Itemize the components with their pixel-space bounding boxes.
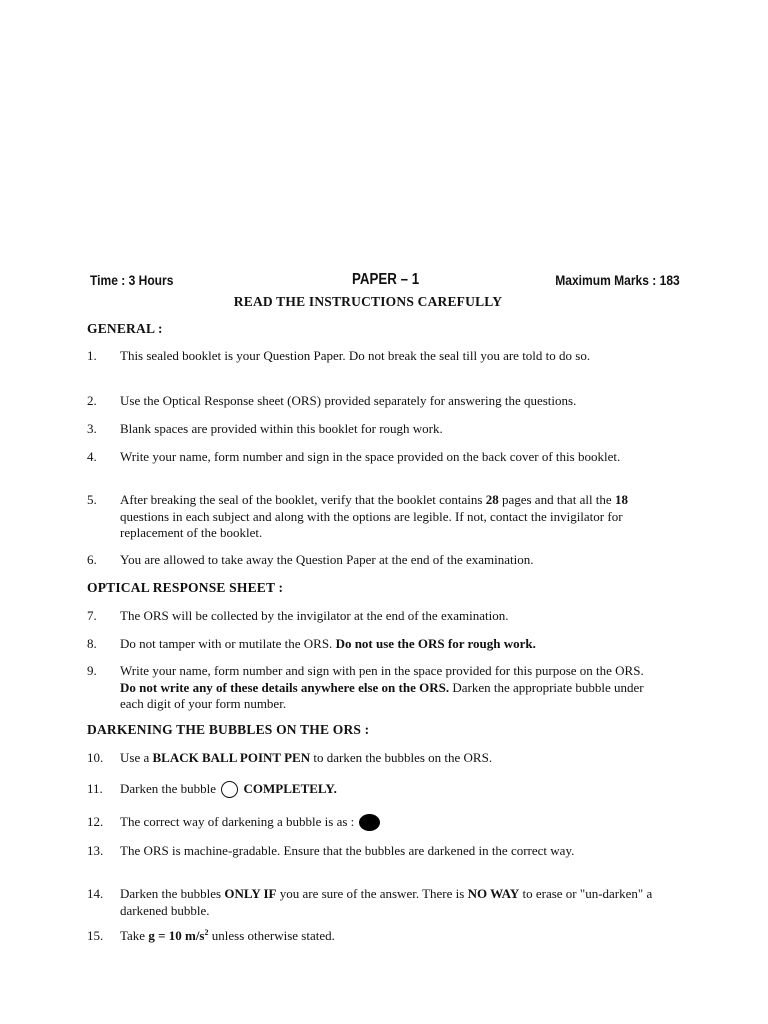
item-number: 3. [87,421,97,436]
instruction-item [87,750,657,767]
item-number: 8. [87,636,97,651]
item-text: Write your name, form number and sign in the space provided on the back cover of this booklet. [120,449,621,464]
instruction-item [87,492,657,542]
item-text: After breaking the seal of the booklet, verify that the booklet contains [120,492,486,507]
item-text: Darken the bubble [120,781,217,796]
item-text: Write your name, form number and sign with pen in the space provided for this purpose on the ORS. [120,663,644,678]
instruction-item [87,814,657,831]
question-count: 18 [614,492,628,507]
instruction-item [87,421,657,438]
section-ors-heading: OPTICAL RESPONSE SHEET : [87,580,284,595]
item-text: The correct way of darkening a bubble is as : [120,814,355,829]
item-number: 11. [87,781,103,796]
gravity-value [148,928,208,943]
item-text: pages and that all the [498,492,615,507]
section-general-heading: GENERAL : [87,321,163,336]
item-text: to erase or "un-darken" a darkened bubble. [120,886,653,918]
item-text: The ORS will be collected by the invigilator at the end of the examination. [120,608,509,623]
item-text: The ORS is machine-gradable. Ensure that the bubbles are darkened in the correct way. [120,843,575,858]
instructions-heading: READ THE INSTRUCTIONS CAREFULLY [233,294,503,309]
paper-header [90,272,680,292]
item-text: Blank spaces are provided within this booklet for rough work. [120,421,443,436]
item-text: to darken the bubbles on the ORS. [310,750,493,765]
item-emphasis: ONLY IF [224,886,277,901]
instruction-item [87,886,657,919]
item-number: 15. [87,928,104,943]
item-text: Darken the appropriate bubble under each digit of your form number. [120,679,644,711]
instruction-item [87,348,657,365]
item-text: Use a [120,750,153,765]
item-text: you are sure of the answer. There is [276,886,468,901]
item-text: Darken the bubbles [120,886,225,901]
item-number: 6. [87,552,97,567]
instruction-item [87,663,657,713]
maximum-marks: Maximum Marks : 183 [555,272,680,288]
item-text: Do not tamper with or mutilate the ORS. [120,636,336,651]
item-number: 1. [87,348,97,363]
item-number: 12. [87,814,104,829]
empty-bubble-icon [221,781,238,798]
item-number: 4. [87,449,97,464]
item-emphasis: Do not write any of these details anywhere else on the ORS. [120,679,450,695]
item-emphasis: COMPLETELY. [243,781,337,796]
page-count: 28 [485,492,499,507]
instruction-item [87,636,657,653]
item-emphasis: Do not use the ORS for rough work. [335,636,536,651]
item-number: 10. [87,750,104,765]
item-number: 7. [87,608,97,623]
item-number: 13. [87,843,104,858]
item-number: 9. [87,663,97,678]
item-text: You are allowed to take away the Question Paper at the end of the examination. [120,552,534,567]
item-text: unless otherwise stated. [208,928,335,943]
filled-bubble-icon [359,814,380,831]
item-number: 5. [87,492,97,507]
item-text: Use the Optical Response sheet (ORS) provided separately for answering the questions. [120,393,577,408]
instruction-item [87,608,657,625]
item-text: Take [120,928,149,943]
item-number: 14. [87,886,104,901]
item-text: This sealed booklet is your Question Paper. Do not break the seal till you are told to do so. [120,348,591,363]
paper-title: PAPER – 1 [352,271,420,288]
gravity-exponent: 2 [204,928,209,937]
instruction-item [87,928,657,945]
item-number: 2. [87,393,97,408]
instruction-item [87,393,657,410]
gravity-value-text: g = 10 m/s [148,928,205,943]
section-darkening-heading: DARKENING THE BUBBLES ON THE ORS : [87,722,370,737]
instruction-item [87,449,657,466]
item-text: questions in each subject and along with the options are legible. If not, contact the invigilator for replacement of the booklet. [120,508,623,540]
instruction-item [87,781,657,798]
item-emphasis: BLACK BALL POINT PEN [152,750,311,765]
item-emphasis: NO WAY [467,886,520,901]
instruction-item [87,843,657,860]
exam-duration: Time : 3 Hours [90,272,174,288]
instruction-item [87,552,657,569]
